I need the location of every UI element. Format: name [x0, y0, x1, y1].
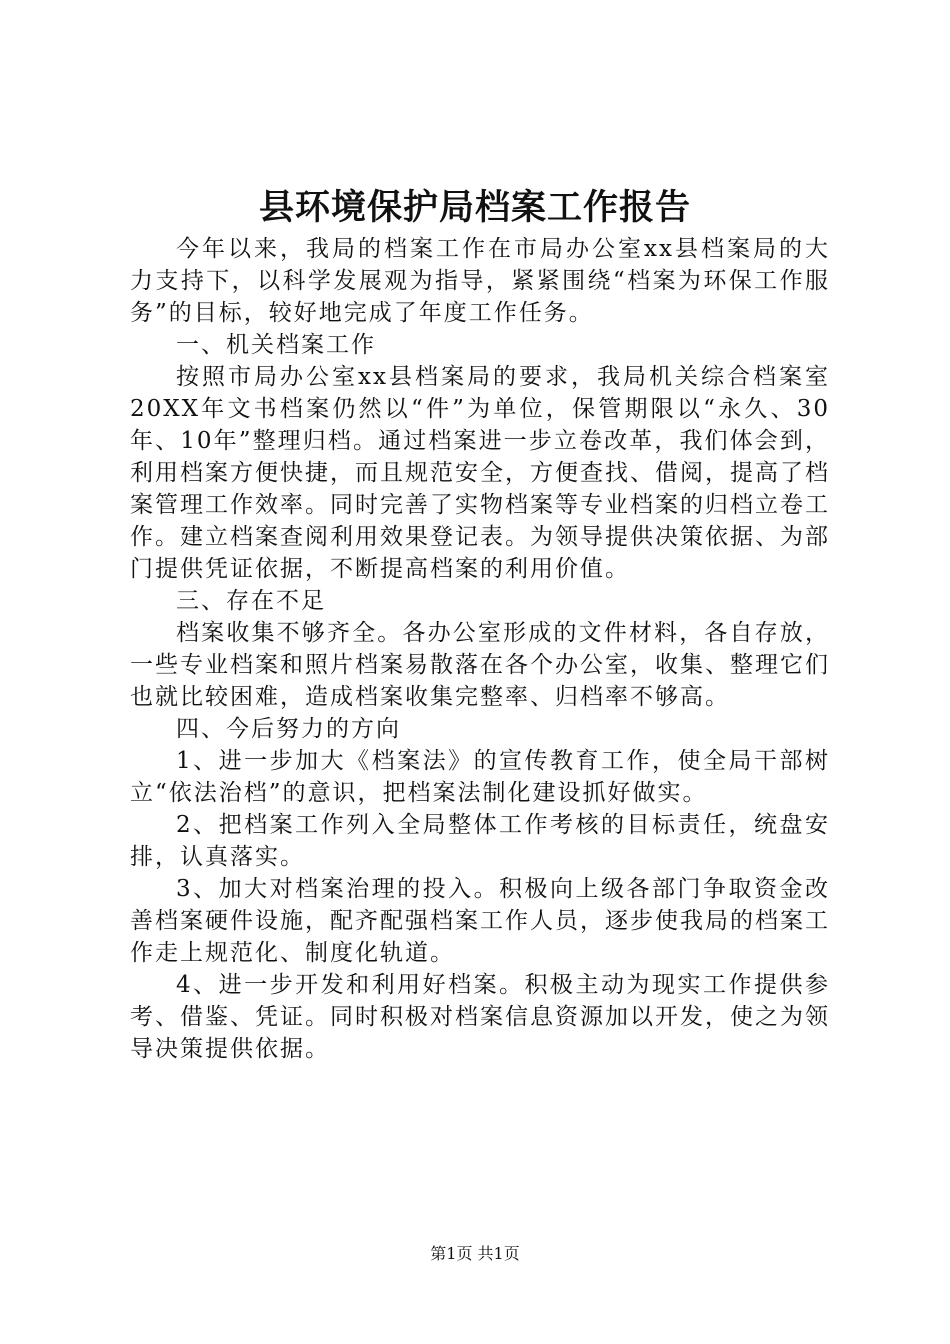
future-item-3: 3、加大对档案治理的投入。积极向上级各部门争取资金改善档案硬件设施，配齐配强档案工作人员，逐步使我局的档案工作走上规范化、制度化轨道。	[130, 876, 830, 966]
shortcomings-paragraph: 档案收集不够齐全。各办公室形成的文件材料，各自存放，一些专业档案和照片档案易散落在各个办公室，收集、整理它们也就比较困难，造成档案收集完整率、归档率不够高。	[130, 620, 830, 710]
section-heading-office-archives: 一、机关档案工作	[176, 332, 376, 358]
section-heading-future-direction: 四、今后努力的方向	[176, 716, 401, 742]
future-item-2: 2、把档案工作列入全局整体工作考核的目标责任，统盘安排，认真落实。	[130, 812, 830, 870]
intro-paragraph: 今年以来，我局的档案工作在市局办公室xx县档案局的大力支持下，以科学发展观为指导，紧紧围绕“档案为环保工作服务”的目标，较好地完成了年度工作任务。	[130, 236, 830, 326]
future-item-4: 4、进一步开发和利用好档案。积极主动为现实工作提供参考、借鉴、凭证。同时积极对档案信息资源加以开发，使之为领导决策提供依据。	[130, 972, 830, 1062]
future-item-1: 1、进一步加大《档案法》的宣传教育工作，使全局干部树立“依法治档”的意识，把档案法制化建设抓好做实。	[130, 748, 830, 806]
document-title: 县环境保护局档案工作报告	[258, 187, 691, 228]
document-body	[130, 233, 830, 1065]
section-heading-shortcomings: 三、存在不足	[176, 588, 326, 614]
page-number-footer: 第1页 共1页	[430, 1244, 520, 1263]
office-archives-paragraph: 按照市局办公室xx县档案局的要求，我局机关综合档案室20XX年文书档案仍然以“件”为单位，保管期限以“永久、30年、10年”整理归档。通过档案进一步立卷改革，我们体会到，利用档案方便快捷，而且规范安全，方便查找、借阅，提高了档案管理工作效率。同时完善了实物档案等专业档案的归档立卷工作。建立档案查阅利用效果登记表。为领导提供决策依据、为部门提供凭证依据，不断提高档案的利用价值。	[130, 364, 830, 582]
